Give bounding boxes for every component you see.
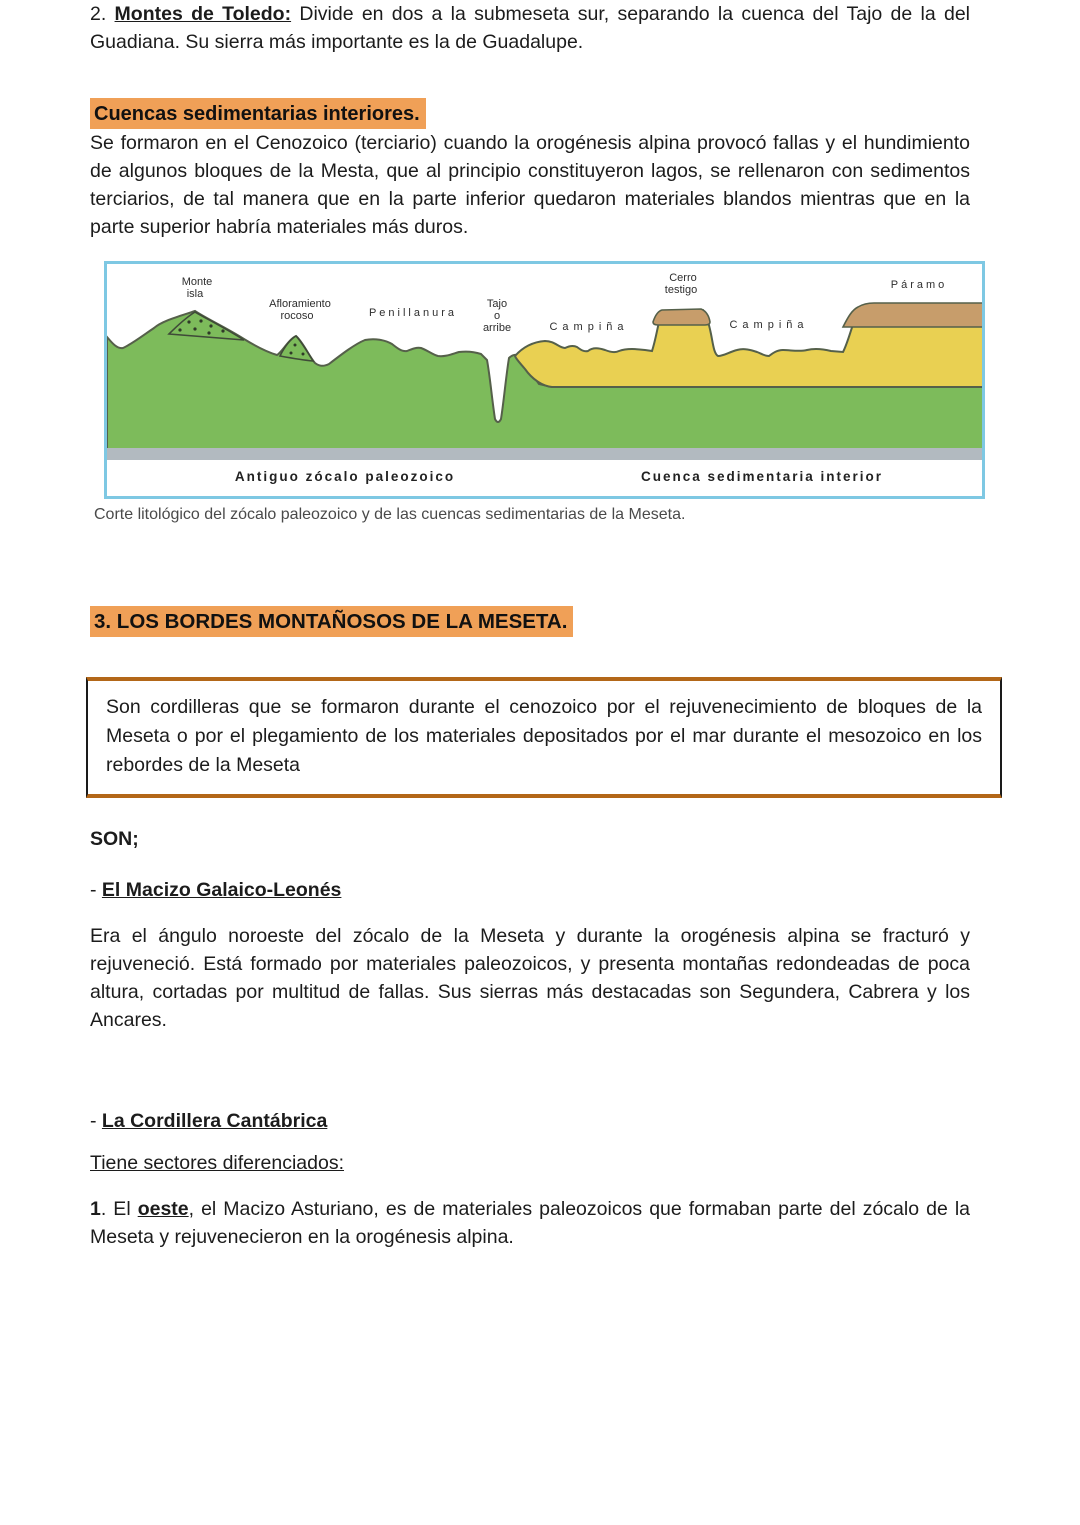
- oeste-mid: . El: [100, 1197, 138, 1220]
- montes-number: 2.: [90, 3, 115, 25]
- paragraph-cuencas-body: Se formaron en el Cenozoico (terciario) cuando la orogénesis alpina provocó fallas y el hundimiento de algunos bloques de la Mesta, que al principio constituyeron lagos, se rellenaron con sedimentos terciarios, de tal manera que en la parte inferior quedaron materiales blandos mientras que en la parte superior habría materiales más duros.: [90, 132, 970, 238]
- cantabrica-subtitle-text: Tiene sectores diferenciados:: [90, 1152, 344, 1174]
- heading-bordes: 3. LOS BORDES MONTAÑOSOS DE LA MESETA.: [90, 606, 573, 637]
- montes-title: Montes de Toledo:: [114, 3, 292, 25]
- cantabrica-dash: -: [90, 1109, 102, 1132]
- label-cerro-line2: testigo: [664, 284, 698, 296]
- subheading-galaico: [90, 879, 990, 902]
- galaico-dash: -: [90, 879, 102, 901]
- definition-box: [86, 677, 1002, 798]
- label-tajo-line1: Tajo: [486, 298, 508, 310]
- paragraph-montes-de-toledo: [90, 0, 970, 56]
- subheading-cantabrica: [90, 1110, 990, 1133]
- oeste-number: 1: [90, 1197, 101, 1220]
- heading-bordes-wrapper: [90, 606, 990, 637]
- label-monte-isla-line1: Monte: [181, 276, 213, 288]
- afloramiento-overlay: [280, 336, 313, 361]
- paragraph-galaico-body: Era el ángulo noroeste del zócalo de la Meseta y durante la orogénesis alpina se fracturó y rejuveneció. Está formado por materiales paleozoicos, y presenta montañas redondeadas de poca altura, cortadas por multitud de fallas. Sus sierras más destacadas son Segundera, Cabrera y los Ancares.: [90, 924, 970, 1031]
- cerro-testigo-cap-shape: [653, 309, 710, 325]
- label-penillanura: Penillanura: [368, 307, 458, 319]
- montes-body: Divide en dos a la submeseta sur, separando la cuenca del Tajo de la del Guadiana. Su sierra más importante es la de Guadalupe.: [90, 3, 971, 53]
- label-monte-isla-line2: isla: [186, 288, 204, 300]
- label-cuenca-sedimentaria: Cuenca sedimentaria interior: [640, 469, 884, 484]
- label-tajo-line2: o: [493, 310, 501, 322]
- galaico-title: El Macizo Galaico-Leonés: [101, 879, 342, 901]
- label-cerro-line1: Cerro: [669, 272, 697, 284]
- figure-caption: Corte litológico del zócalo paleozoico y de las cuencas sedimentarias de la Meseta.: [94, 506, 686, 523]
- heading-cuencas-wrapper: [90, 98, 990, 129]
- label-afloramiento-line2: rocoso: [280, 310, 314, 322]
- cantabrica-title: La Cordillera Cantábrica: [101, 1109, 328, 1132]
- label-afloramiento-line1: Afloramiento: [269, 298, 331, 310]
- label-tajo-line3: arribe: [482, 322, 512, 334]
- paragraph-oeste: [90, 1195, 970, 1251]
- son-label: SON;: [90, 828, 139, 850]
- label-campina-2: Campiña: [729, 319, 809, 331]
- paramo-cap-shape: [843, 303, 982, 327]
- cross-section-svg: [107, 264, 982, 496]
- cantabrica-subtitle: [90, 1152, 990, 1175]
- label-antiguo-zocalo: Antiguo zócalo paleozoico: [234, 469, 456, 484]
- label-campina-1: Campiña: [549, 321, 629, 333]
- grey-base-strip: [107, 448, 982, 460]
- label-paramo: Páramo: [890, 279, 948, 291]
- oeste-bold: oeste: [137, 1197, 189, 1220]
- heading-cuencas: Cuencas sedimentarias interiores.: [90, 98, 426, 129]
- geological-cross-section-figure: [104, 261, 985, 499]
- definition-box-text: Son cordilleras que se formaron durante el cenozoico por el rejuvenecimiento de bloques de la Meseta o por el plegamiento de los materiales depositados por el mar durante el mesozoico en los rebordes de la Meseta: [106, 696, 982, 776]
- oeste-rest: , el Macizo Asturiano, es de materiales paleozoicos que formaban parte del zócalo de la Meseta y rejuvenecieron en la orogénesis alpina.: [90, 1197, 970, 1248]
